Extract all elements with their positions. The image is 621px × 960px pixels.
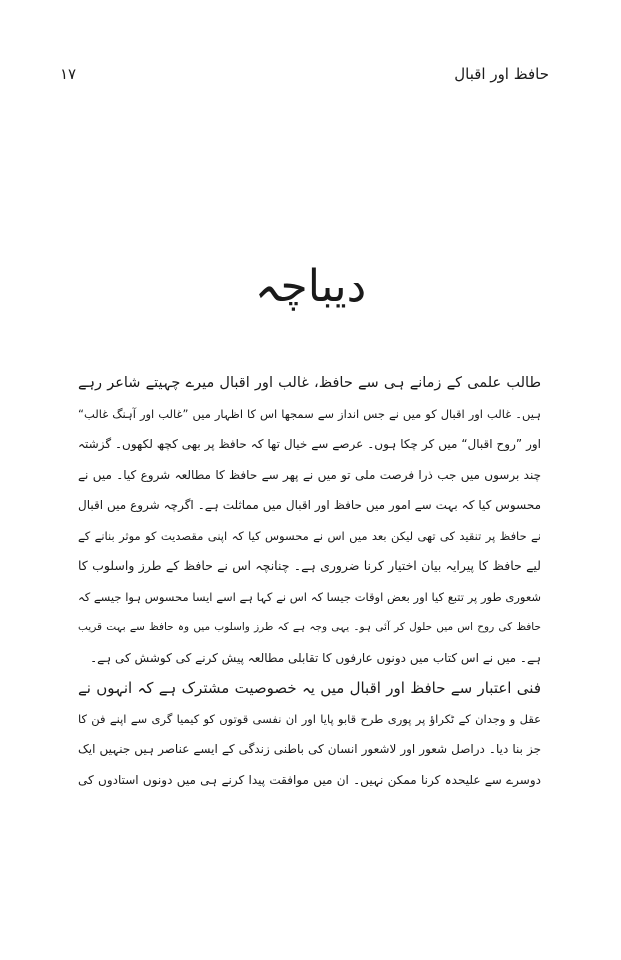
text-line: طالب علمی کے زمانے ہی سے حافظ، غالب اور اقبال میرے چہیتے شاعر رہے xyxy=(78,375,541,391)
text-line: جز بنا دیا۔ دراصل شعور اور لاشعور انسان کی باطنی زندگی کے ایسے عناصر ہیں جنہیں ایک xyxy=(78,742,541,756)
page-header xyxy=(60,62,549,90)
text-line: ہے۔ میں نے اس کتاب میں دونوں عارفوں کا تقابلی مطالعہ پیش کرنے کی کوشش کی ہے۔ xyxy=(90,650,541,665)
text-line: نے حافظ پر تنقید کی تھی لیکن بعد میں اس نے محسوس کیا کہ اپنی مقصدیت کو موثر بنانے کے xyxy=(78,528,541,543)
body-text xyxy=(78,368,541,795)
text-line: عقل و وجدان کے ٹکراؤ پر پوری طرح قابو پایا اور ان نفسی قوتوں کو کیمیا گری سے اپنے فن کا xyxy=(78,711,541,726)
text-line: دوسرے سے علیحدہ کرنا ممکن نہیں۔ ان میں موافقت پیدا کرنے ہی میں دونوں استادوں کی xyxy=(78,772,541,787)
text-line: ہیں۔ غالب اور اقبال کو میں نے جس انداز سے سمجھا اس کا اظہار میں ”غالب اور آہنگ غالب“ xyxy=(78,406,541,421)
text-line: لیے حافظ کا پیرایہ بیان اختیار کرنا ضروری ہے۔ چنانچہ اس نے حافظ کے طرز واسلوب کا xyxy=(78,558,541,573)
text-line: شعوری طور پر تتبع کیا اور بعض اوقات جیسا کہ اس نے کہا ہے اسے ایسا محسوس ہوا جیسے کہ xyxy=(78,589,541,604)
page-number: ۱۷ xyxy=(60,65,77,83)
text-line: فنی اعتبار سے حافظ اور اقبال میں یہ خصوصیت مشترک ہے کہ انہوں نے xyxy=(78,679,541,697)
running-title: حافظ اور اقبال xyxy=(454,65,549,83)
text-line: حافظ کی روح اس میں حلول کر آئی ہو۔ یہی وجہ ہے کہ طرز واسلوب میں وہ حافظ سے بہت قریب xyxy=(78,621,541,633)
text-line: چند برسوں میں جب ذرا فرصت ملی تو میں نے پھر سے حافظ کا مطالعہ شروع کیا۔ میں نے xyxy=(78,467,541,482)
text-line: محسوس کیا کہ بہت سے امور میں حافظ اور اقبال میں مماثلت ہے۔ اگرچہ شروع میں اقبال xyxy=(78,498,541,512)
paragraph-1 xyxy=(78,368,541,673)
text-line: اور ”روح اقبال“ میں کر چکا ہوں۔ عرصے سے خیال تھا کہ حافظ پر بھی کچھ لکھوں۔ گزشتہ xyxy=(78,437,541,451)
paragraph-2 xyxy=(78,673,541,795)
chapter-title: دیباچہ xyxy=(254,261,367,313)
